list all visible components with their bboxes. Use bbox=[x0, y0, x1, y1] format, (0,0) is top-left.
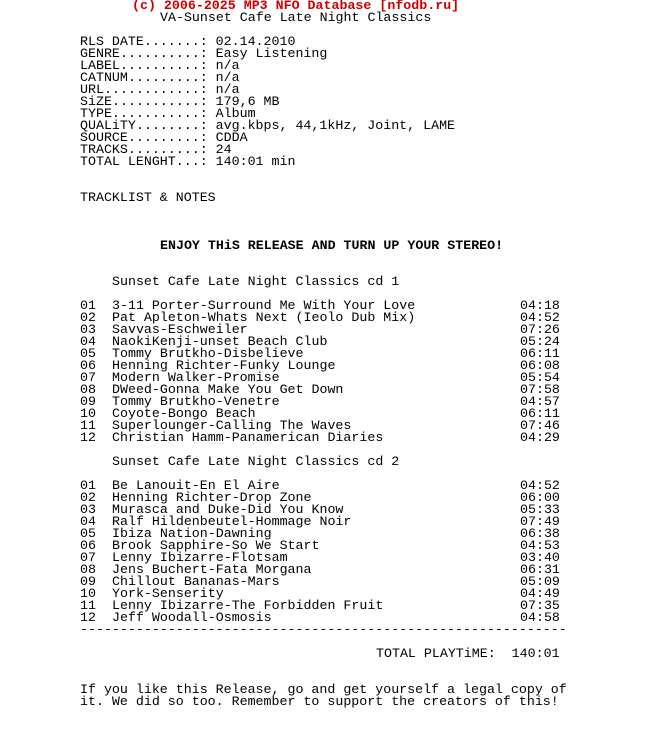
track-number: 02 bbox=[80, 490, 96, 505]
track-title: DWeed-Gonna Make You Get Down bbox=[112, 382, 344, 397]
track-title: Coyote-Bongo Beach bbox=[112, 406, 256, 421]
track-title: Tommy Brutkho-Disbelieve bbox=[112, 346, 304, 361]
track-title: Tommy Brutkho-Venetre bbox=[112, 394, 280, 409]
track-number: 10 bbox=[80, 406, 96, 421]
track-title: Lenny Ibizarre-Flotsam bbox=[112, 550, 288, 565]
tracklist-heading: TRACKLIST & NOTES bbox=[80, 190, 216, 205]
track-number: 10 bbox=[80, 586, 96, 601]
track-duration: 05:24 bbox=[520, 334, 560, 349]
total-playtime-value: 140:01 bbox=[511, 646, 560, 661]
release-title: VA-Sunset Cafe Late Night Classics bbox=[160, 10, 432, 25]
track-title: Brook Sapphire-So We Start bbox=[112, 538, 320, 553]
info-value: Album bbox=[215, 106, 256, 121]
info-label: LABEL..........: bbox=[80, 58, 208, 73]
info-label: GENRE..........: bbox=[80, 46, 208, 61]
footer-line: If you like this Release, go and get yourself a legal copy of bbox=[80, 682, 567, 697]
track-number: 03 bbox=[80, 502, 96, 517]
track-duration: 05:09 bbox=[520, 574, 560, 589]
info-value: n/a bbox=[215, 58, 240, 73]
track-number: 06 bbox=[80, 358, 96, 373]
info-value: 24 bbox=[215, 142, 232, 157]
track-duration: 07:58 bbox=[520, 382, 560, 397]
track-title: Superlounger-Calling The Waves bbox=[112, 418, 352, 433]
track-number: 07 bbox=[80, 550, 96, 565]
track-number: 04 bbox=[80, 334, 96, 349]
track-duration: 06:08 bbox=[520, 358, 560, 373]
track-title: Modern Walker-Promise bbox=[112, 370, 280, 385]
info-value: Easy Listening bbox=[215, 46, 328, 61]
track-title: Pat Apleton-Whats Next (Ieolo Dub Mix) bbox=[112, 310, 416, 325]
track-number: 05 bbox=[80, 346, 96, 361]
track-number: 09 bbox=[80, 394, 96, 409]
track-title: Henning Richter-Drop Zone bbox=[112, 490, 312, 505]
info-value: 02.14.2010 bbox=[215, 34, 296, 49]
track-duration: 05:54 bbox=[520, 370, 560, 385]
track-duration: 07:35 bbox=[520, 598, 560, 613]
info-label: QUALiTY........: bbox=[80, 118, 208, 133]
track-duration: 07:26 bbox=[520, 322, 560, 337]
track-duration: 07:46 bbox=[520, 418, 560, 433]
track-title: Ralf Hildenbeutel-Hommage Noir bbox=[112, 514, 352, 529]
track-duration: 04:53 bbox=[520, 538, 560, 553]
track-number: 01 bbox=[80, 478, 96, 493]
track-title: NaokiKenji-unset Beach Club bbox=[112, 334, 328, 349]
track-number: 11 bbox=[80, 598, 96, 613]
track-number: 02 bbox=[80, 310, 96, 325]
track-number: 01 bbox=[80, 298, 96, 313]
disc-title: Sunset Cafe Late Night Classics cd 1 bbox=[112, 274, 400, 289]
info-label: RLS DATE.......: bbox=[80, 34, 208, 49]
track-title: Christian Hamm-Panamerican Diaries bbox=[112, 430, 384, 445]
enjoy-message: ENJOY THiS RELEASE AND TURN UP YOUR STEREO! bbox=[160, 238, 504, 253]
info-label: TYPE...........: bbox=[80, 106, 208, 121]
track-title: York-Senserity bbox=[112, 586, 224, 601]
track-duration: 04:18 bbox=[520, 298, 560, 313]
info-label: TOTAL LENGHT...: bbox=[80, 154, 208, 169]
track-number: 09 bbox=[80, 574, 96, 589]
total-playtime-label: TOTAL PLAYTiME: bbox=[376, 646, 496, 661]
info-label: SOURCE.........: bbox=[80, 130, 208, 145]
track-duration: 04:52 bbox=[520, 310, 560, 325]
track-duration: 06:11 bbox=[520, 346, 560, 361]
track-duration: 04:57 bbox=[520, 394, 560, 409]
track-number: 06 bbox=[80, 538, 96, 553]
track-row bbox=[80, 432, 560, 444]
track-duration: 06:11 bbox=[520, 406, 560, 421]
track-duration: 04:58 bbox=[520, 610, 560, 625]
track-title: Henning Richter-Funky Lounge bbox=[112, 358, 336, 373]
disc-title: Sunset Cafe Late Night Classics cd 2 bbox=[112, 454, 400, 469]
track-number: 04 bbox=[80, 514, 96, 529]
track-number: 05 bbox=[80, 526, 96, 541]
track-title: Savvas-Eschweiler bbox=[112, 322, 248, 337]
track-title: Lenny Ibizarre-The Forbidden Fruit bbox=[112, 598, 384, 613]
info-value: n/a bbox=[215, 70, 240, 85]
track-title: Chillout Bananas-Mars bbox=[112, 574, 280, 589]
track-number: 08 bbox=[80, 382, 96, 397]
track-number: 03 bbox=[80, 322, 96, 337]
track-title: 3-11 Porter-Surround Me With Your Love bbox=[112, 298, 416, 313]
track-title: Jens Buchert-Fata Morgana bbox=[112, 562, 312, 577]
track-number: 07 bbox=[80, 370, 96, 385]
info-row bbox=[80, 156, 295, 168]
info-value: avg.kbps, 44,1kHz, Joint, LAME bbox=[215, 118, 456, 133]
track-number: 08 bbox=[80, 562, 96, 577]
total-playtime bbox=[376, 648, 560, 660]
track-duration: 07:49 bbox=[520, 514, 560, 529]
track-duration: 06:31 bbox=[520, 562, 560, 577]
info-value: 140:01 min bbox=[215, 154, 296, 169]
track-title: Jeff Woodall-Osmosis bbox=[112, 610, 272, 625]
track-title: Murasca and Duke-Did You Know bbox=[112, 502, 344, 517]
track-number: 12 bbox=[80, 430, 96, 445]
info-value: n/a bbox=[215, 82, 240, 97]
track-duration: 04:49 bbox=[520, 586, 560, 601]
track-duration: 06:00 bbox=[520, 490, 560, 505]
footer-line: it. We did so too. Remember to support the creators of this! bbox=[80, 694, 559, 709]
track-title: Ibiza Nation-Dawning bbox=[112, 526, 272, 541]
divider: ------------------------------------------------------------- bbox=[80, 622, 567, 637]
track-number: 11 bbox=[80, 418, 96, 433]
copyright-header: (c) 2006-2025 MP3 NFO Database [nfodb.ru] bbox=[132, 0, 460, 13]
info-label: URL............: bbox=[80, 82, 208, 97]
track-duration: 04:29 bbox=[520, 430, 560, 445]
info-label: SiZE...........: bbox=[80, 94, 208, 109]
track-duration: 03:40 bbox=[520, 550, 560, 565]
track-duration: 06:38 bbox=[520, 526, 560, 541]
info-value: 179,6 MB bbox=[215, 94, 280, 109]
info-label: CATNUM.........: bbox=[80, 70, 208, 85]
track-duration: 04:52 bbox=[520, 478, 560, 493]
info-label: TRACKS.........: bbox=[80, 142, 208, 157]
track-title: Be Lanouit-En El Aire bbox=[112, 478, 280, 493]
track-number: 12 bbox=[80, 610, 96, 625]
info-value: CDDA bbox=[215, 130, 248, 145]
track-duration: 05:33 bbox=[520, 502, 560, 517]
